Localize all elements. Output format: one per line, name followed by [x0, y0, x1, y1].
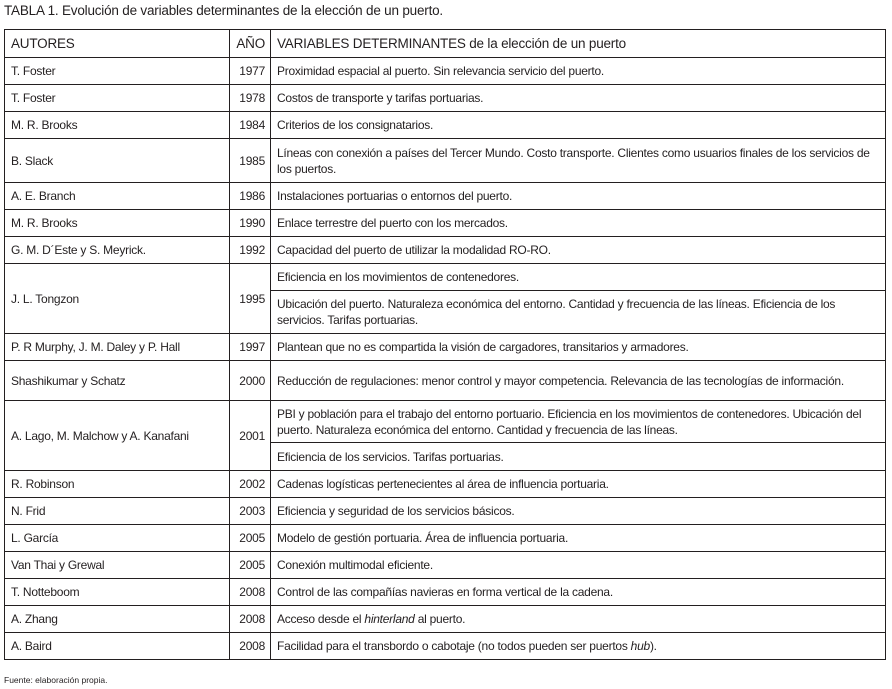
table-row: [5, 525, 886, 552]
italic-term: hinterland: [364, 612, 415, 626]
table-row: [5, 334, 886, 361]
table-row: [5, 401, 886, 443]
table-row: [5, 112, 886, 139]
variables-cell: [271, 291, 886, 334]
author-cell: Van Thai y Grewal: [5, 552, 230, 579]
author-cell: T. Foster: [5, 85, 230, 112]
variables-cell: [271, 498, 886, 525]
year-cell: 2008: [230, 606, 271, 633]
year-cell: 1978: [230, 85, 271, 112]
year-cell: 1995: [230, 264, 271, 334]
table-row: [5, 264, 886, 291]
year-cell: 2001: [230, 401, 271, 471]
table-row: [5, 579, 886, 606]
author-cell: G. M. D´Este y S. Meyrick.: [5, 237, 230, 264]
year-cell: 2008: [230, 579, 271, 606]
author-cell: N. Frid: [5, 498, 230, 525]
variables-text: ).: [649, 639, 657, 653]
year-cell: 2008: [230, 633, 271, 660]
variables-cell: [271, 361, 886, 401]
author-cell: J. L. Tongzon: [5, 264, 230, 334]
variables-cell: [271, 443, 886, 471]
author-cell: M. R. Brooks: [5, 112, 230, 139]
variables-text: al puerto.: [414, 612, 466, 626]
variables-cell: [271, 183, 886, 210]
table-row: [5, 237, 886, 264]
table-row: [5, 183, 886, 210]
table-row: [5, 606, 886, 633]
variables-text: Eficiencia de los servicios. Tarifas portuarias.: [277, 449, 504, 464]
author-cell: R. Robinson: [5, 471, 230, 498]
table-body: [5, 58, 886, 660]
table-row: [5, 210, 886, 237]
author-cell: Shashikumar y Schatz: [5, 361, 230, 401]
year-cell: 1997: [230, 334, 271, 361]
variables-text: Cadenas logísticas pertenecientes al área de influencia portuaria.: [277, 477, 609, 491]
header-authors: AUTORES: [5, 30, 230, 58]
variables-text: Líneas con conexión a países del Tercer Mundo. Costo transporte. Clientes como usuarios finales de los servicios de los puertos.: [277, 145, 870, 176]
variables-cell: [271, 579, 886, 606]
variables-text: Instalaciones portuarias o entornos del puerto.: [277, 189, 513, 203]
header-variables: VARIABLES DETERMINANTES de la elección de un puerto: [271, 30, 886, 58]
variables-text: Criterios de los consignatarios.: [277, 118, 434, 132]
variables-text: Capacidad del puerto de utilizar la modalidad RO-RO.: [277, 243, 551, 257]
table-title: TABLA 1. Evolución de variables determinantes de la elección de un puerto.: [4, 3, 443, 18]
table-row: [5, 58, 886, 85]
year-cell: 2003: [230, 498, 271, 525]
year-cell: 2000: [230, 361, 271, 401]
variables-cell: [271, 525, 886, 552]
table-row: [5, 633, 886, 660]
variables-text: PBI y población para el trabajo del entorno portuario. Eficiencia en los movimientos de contenedores. Ubicación del puerto. Naturaleza económica del entorno. Cantidad y frecuencia de las líneas.: [277, 406, 862, 437]
variables-cell: [271, 264, 886, 291]
author-cell: B. Slack: [5, 139, 230, 183]
table-row: [5, 361, 886, 401]
variables-text: Enlace terrestre del puerto con los mercados.: [277, 216, 508, 230]
variables-cell: [271, 401, 886, 443]
author-cell: P. R Murphy, J. M. Daley y P. Hall: [5, 334, 230, 361]
author-cell: T. Notteboom: [5, 579, 230, 606]
author-cell: T. Foster: [5, 58, 230, 85]
variables-cell: [271, 210, 886, 237]
author-cell: A. E. Branch: [5, 183, 230, 210]
author-cell: M. R. Brooks: [5, 210, 230, 237]
variables-text: Acceso desde el: [277, 612, 365, 626]
variables-text: Conexión multimodal eficiente.: [277, 558, 433, 572]
variables-cell: [271, 633, 886, 660]
variables-text: Eficiencia en los movimientos de contenedores.: [277, 270, 519, 284]
header-year: AÑO: [230, 30, 271, 58]
table-row: [5, 471, 886, 498]
author-cell: A. Lago, M. Malchow y A. Kanafani: [5, 401, 230, 471]
variables-cell: [271, 58, 886, 85]
variables-cell: [271, 85, 886, 112]
year-cell: 1992: [230, 237, 271, 264]
variables-cell: [271, 334, 886, 361]
author-cell: L. García: [5, 525, 230, 552]
year-cell: 1977: [230, 58, 271, 85]
year-cell: 1984: [230, 112, 271, 139]
source-note: Fuente: elaboración propia.: [4, 675, 108, 685]
year-cell: 1990: [230, 210, 271, 237]
table-row: [5, 498, 886, 525]
year-cell: 1985: [230, 139, 271, 183]
author-cell: A. Baird: [5, 633, 230, 660]
italic-term: hub: [630, 639, 650, 653]
year-cell: 2005: [230, 525, 271, 552]
table-row: [5, 85, 886, 112]
year-cell: 2002: [230, 471, 271, 498]
variables-text: Facilidad para el transbordo o cabotaje (no todos pueden ser puertos: [277, 639, 631, 653]
variables-text: Ubicación del puerto. Naturaleza económica del entorno. Cantidad y frecuencia de las líneas. Eficiencia de los servicios. Tarifas portuarias.: [277, 297, 836, 327]
variables-cell: [271, 139, 886, 183]
variables-cell: [271, 471, 886, 498]
variables-cell: [271, 606, 886, 633]
table-row: [5, 552, 886, 579]
ports-table: [4, 29, 886, 660]
variables-cell: [271, 237, 886, 264]
variables-text: Eficiencia y seguridad de los servicios básicos.: [277, 504, 515, 518]
author-cell: A. Zhang: [5, 606, 230, 633]
variables-cell: [271, 552, 886, 579]
variables-text: Costos de transporte y tarifas portuarias.: [277, 91, 484, 105]
table-row: [5, 139, 886, 183]
year-cell: 2005: [230, 552, 271, 579]
year-cell: 1986: [230, 183, 271, 210]
table-header-row: [5, 30, 886, 58]
variables-text: Proximidad espacial al puerto. Sin relevancia servicio del puerto.: [277, 64, 605, 78]
variables-text: Control de las compañías navieras en forma vertical de la cadena.: [277, 585, 613, 599]
variables-text: Reducción de regulaciones: menor control y mayor competencia. Relevancia de las tecnologías de información.: [277, 373, 844, 388]
variables-text: Modelo de gestión portuaria. Área de influencia portuaria.: [277, 531, 569, 545]
variables-cell: [271, 112, 886, 139]
variables-text: Plantean que no es compartida la visión de cargadores, transitarios y armadores.: [277, 340, 689, 354]
